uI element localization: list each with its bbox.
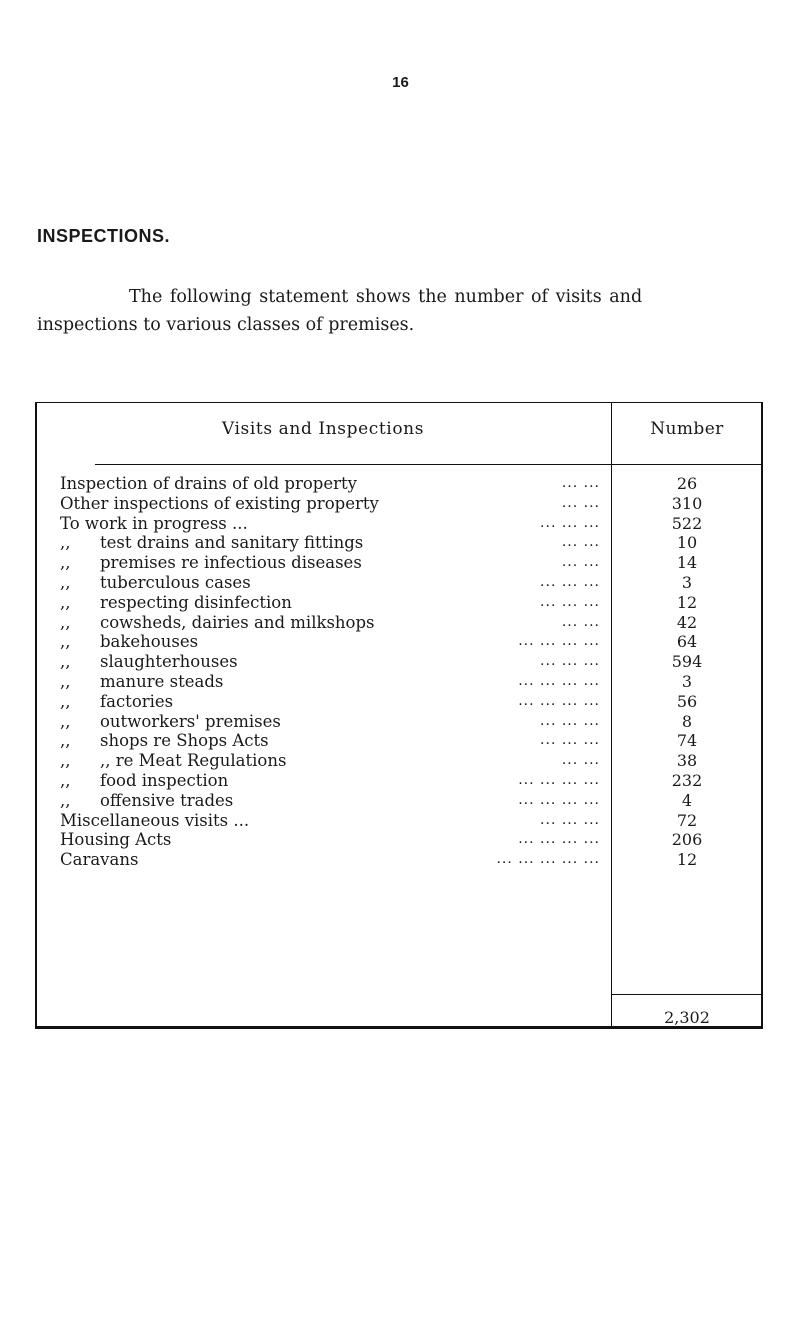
row-value: 64 [676,632,698,652]
row-leader-dots: ... ... [561,752,600,769]
intro-paragraph [37,283,752,339]
table-row [60,850,600,870]
table-row [60,672,600,692]
row-value: 26 [676,474,698,493]
row-leader-dots: ... ... ... ... [518,672,600,689]
row-leader-dots: ... ... [561,613,600,630]
row-leader-dots: ... ... ... [540,514,600,531]
row-leader-dots: ... ... ... ... [518,791,600,808]
table-row [60,514,600,534]
section-heading: INSPECTIONS. [37,226,171,246]
row-ditto-prefix: ,, [60,790,71,810]
table-row-labels [60,474,600,870]
table-row [60,632,600,652]
row-label: To work in progress ... [60,513,248,533]
row-value: 12 [676,592,698,612]
row-value: 310 [671,493,703,513]
table-row [60,652,600,672]
row-leader-dots: ... ... [561,534,600,551]
table-row [60,771,600,791]
row-ditto-prefix: ,, [60,533,71,553]
row-label: respecting disinfection [100,592,292,612]
row-ditto-prefix: ,, [60,671,71,691]
row-value: 10 [676,533,698,553]
table-row [60,712,600,732]
row-label: tuberculous cases [100,572,251,592]
row-leader-dots: ... ... ... ... [518,831,600,848]
row-leader-dots: ... ... ... ... [518,692,600,709]
row-leader-dots: ... ... ... [540,593,600,610]
table-row [60,811,600,831]
table-row [60,533,600,553]
row-value: 4 [681,790,693,810]
column-header-visits: Visits and Inspections [221,419,425,439]
row-label: Inspection of drains of old property [60,474,357,493]
column-header-number: Number [650,419,724,439]
table-right-rule [761,402,763,1029]
row-value: 3 [681,671,693,691]
row-value: 206 [671,830,703,850]
row-leader-dots: ... ... [561,494,600,511]
row-value: 594 [671,652,703,672]
row-value: 38 [676,751,698,771]
row-leader-dots: ... ... ... ... [518,771,600,788]
row-label: bakehouses [100,632,199,652]
table-row-values [613,474,761,870]
row-leader-dots: ... ... ... ... [518,633,600,650]
table-row [60,573,600,593]
table-row [60,474,600,494]
row-label: ,, re Meat Regulations [100,751,287,771]
table-row [60,613,600,633]
table-total-rule [611,994,763,995]
table-row [60,553,600,573]
table-row [60,494,600,514]
row-ditto-prefix: ,, [60,751,71,771]
row-label: Other inspections of existing property [60,493,379,513]
row-value: 522 [671,513,703,533]
table-row [60,791,600,811]
row-value: 56 [676,691,698,711]
row-value: 42 [676,612,698,632]
row-label: offensive trades [100,790,234,810]
row-label: premises re infectious diseases [100,553,362,573]
intro-line-2: inspections to various classes of premises. [37,315,415,335]
row-label: cowsheds, dairies and milkshops [100,612,375,632]
row-ditto-prefix: ,, [60,652,71,672]
table-row [60,830,600,850]
row-leader-dots: ... ... ... ... ... [496,851,600,868]
table-row [60,593,600,613]
row-label: Miscellaneous visits ... [60,810,250,830]
row-leader-dots: ... ... ... [540,811,600,828]
row-leader-dots: ... ... ... [540,712,600,729]
table-left-rule [35,402,37,1029]
row-leader-dots: ... ... ... [540,573,600,590]
table-header-rule [95,464,763,465]
table-row [60,692,600,712]
row-ditto-prefix: ,, [60,553,71,573]
inspections-table [35,402,763,1029]
row-label: test drains and sanitary fittings [100,533,364,553]
table-column-divider [611,402,612,1026]
row-ditto-prefix: ,, [60,632,71,652]
row-value: 8 [681,711,693,731]
row-label: manure steads [100,671,224,691]
table-row [60,731,600,751]
row-leader-dots: ... ... [561,554,600,571]
row-ditto-prefix: ,, [60,691,71,711]
row-value: 3 [681,572,693,592]
row-value: 72 [676,810,698,830]
row-leader-dots: ... ... ... [540,732,600,749]
row-value: 14 [676,553,698,573]
row-label: Housing Acts [60,830,172,850]
table-row [60,751,600,771]
row-leader-dots: ... ... [561,475,600,491]
row-label: food inspection [100,770,229,790]
row-label: Caravans [60,850,139,870]
row-label: factories [100,691,174,711]
row-label: slaughterhouses [100,652,238,672]
table-top-rule [35,402,763,403]
row-value: 12 [676,850,698,870]
table-total: 2,302 [664,1008,710,1027]
row-leader-dots: ... ... ... [540,653,600,670]
row-value: 74 [676,731,698,751]
intro-line-1: The following statement shows the number of visits and [129,287,643,307]
row-ditto-prefix: ,, [60,731,71,751]
row-ditto-prefix: ,, [60,711,71,731]
row-label: shops re Shops Acts [100,731,269,751]
row-ditto-prefix: ,, [60,592,71,612]
row-ditto-prefix: ,, [60,612,71,632]
row-ditto-prefix: ,, [60,770,71,790]
row-label: outworkers' premises [100,711,281,731]
row-value: 232 [671,770,703,790]
page-number: 16 [392,74,409,91]
row-ditto-prefix: ,, [60,572,71,592]
